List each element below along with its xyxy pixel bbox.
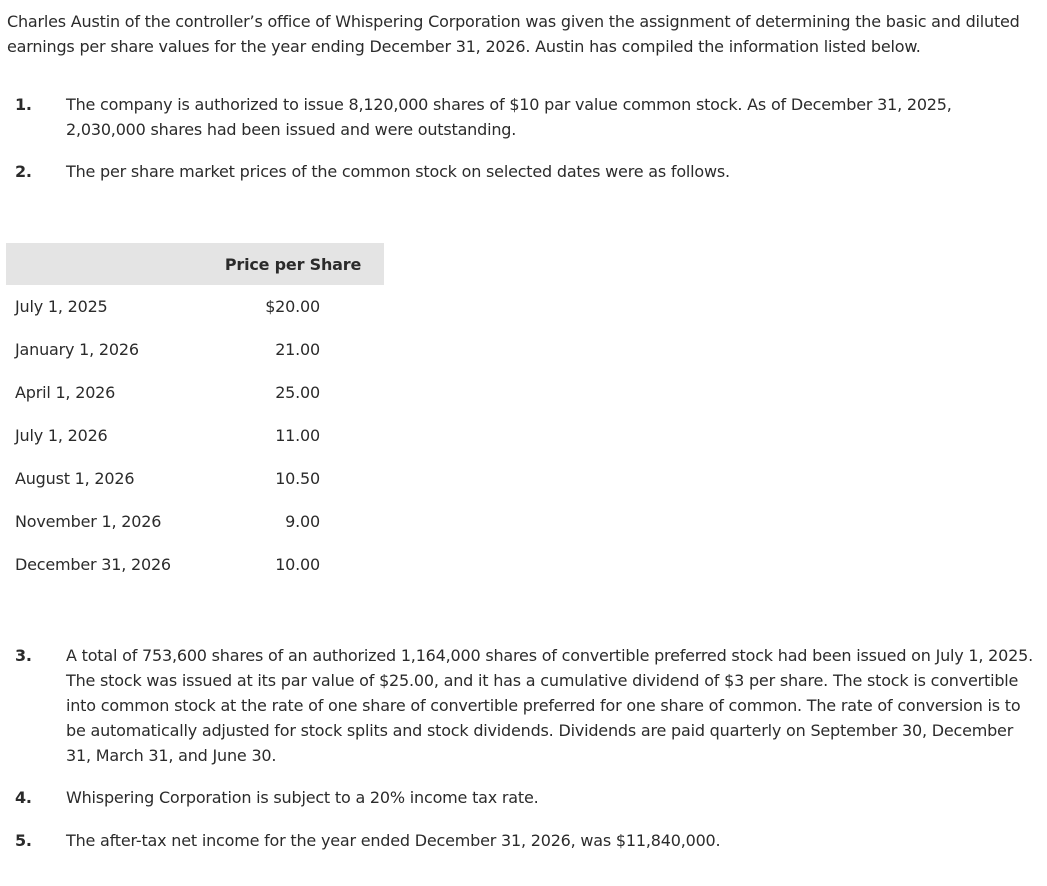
item-text: A total of 753,600 shares of an authorized 1,164,000 shares of convertible preferred stock had been issued on July 1, 2025. The stock was issued at its par value of $25.00, and it has a cumulative dividend of $3 per share. The stock is convertible into common stock at the rate of one share of convertible preferred for one share of common. The rate of conversion is to be automatically adjusted for stock splits and stock dividends. Dividends are paid quarterly on September 30, December 31, March 31, and June 30.: [66, 646, 1033, 765]
price-cell: 10.50: [275, 469, 320, 488]
price-cell: 9.00: [285, 512, 320, 531]
price-table: [6, 243, 384, 586]
list-item-4: [15, 785, 1035, 810]
item-number: 5.: [15, 831, 32, 850]
date-cell: April 1, 2026: [15, 383, 116, 402]
table-row: [6, 457, 384, 500]
item-number: 1.: [15, 95, 32, 114]
date-cell: January 1, 2026: [15, 340, 139, 359]
date-column-header: [6, 243, 202, 285]
item-number: 3.: [15, 646, 32, 665]
intro-paragraph: Charles Austin of the controller’s office of Whispering Corporation was given the assignment of determining the basic and diluted earnings per share values for the year ending December 31, 2026. Austin has compiled the information listed below.: [7, 12, 1020, 56]
price-cell: 21.00: [275, 340, 320, 359]
date-cell: August 1, 2026: [15, 469, 135, 488]
item-number: 4.: [15, 788, 32, 807]
list-item-3: [15, 643, 1035, 768]
table-header-row: [6, 243, 384, 285]
list-item-2: [15, 159, 1035, 184]
price-cell: 25.00: [275, 383, 320, 402]
table-row: [6, 543, 384, 586]
date-cell: July 1, 2026: [15, 426, 108, 445]
price-cell: 11.00: [275, 426, 320, 445]
price-column-header: Price per Share: [202, 243, 384, 285]
table-row: [6, 328, 384, 371]
list-item-1: [15, 92, 1035, 142]
table-row: [6, 371, 384, 414]
item-number: 2.: [15, 162, 32, 181]
price-cell: $20.00: [265, 297, 320, 316]
item-text: Whispering Corporation is subject to a 20% income tax rate.: [66, 788, 539, 807]
date-cell: July 1, 2025: [15, 297, 108, 316]
date-cell: December 31, 2026: [15, 555, 171, 574]
item-text: The company is authorized to issue 8,120,000 shares of $10 par value common stock. As of December 31, 2025, 2,030,000 shares had been issued and were outstanding.: [66, 95, 952, 139]
item-text: The per share market prices of the common stock on selected dates were as follows.: [66, 162, 730, 181]
table-row: [6, 285, 384, 328]
item-text: The after-tax net income for the year ended December 31, 2026, was $11,840,000.: [66, 831, 721, 850]
date-cell: November 1, 2026: [15, 512, 162, 531]
table-row: [6, 500, 384, 543]
table-row: [6, 414, 384, 457]
list-item-5: [15, 828, 1035, 853]
price-cell: 10.00: [275, 555, 320, 574]
